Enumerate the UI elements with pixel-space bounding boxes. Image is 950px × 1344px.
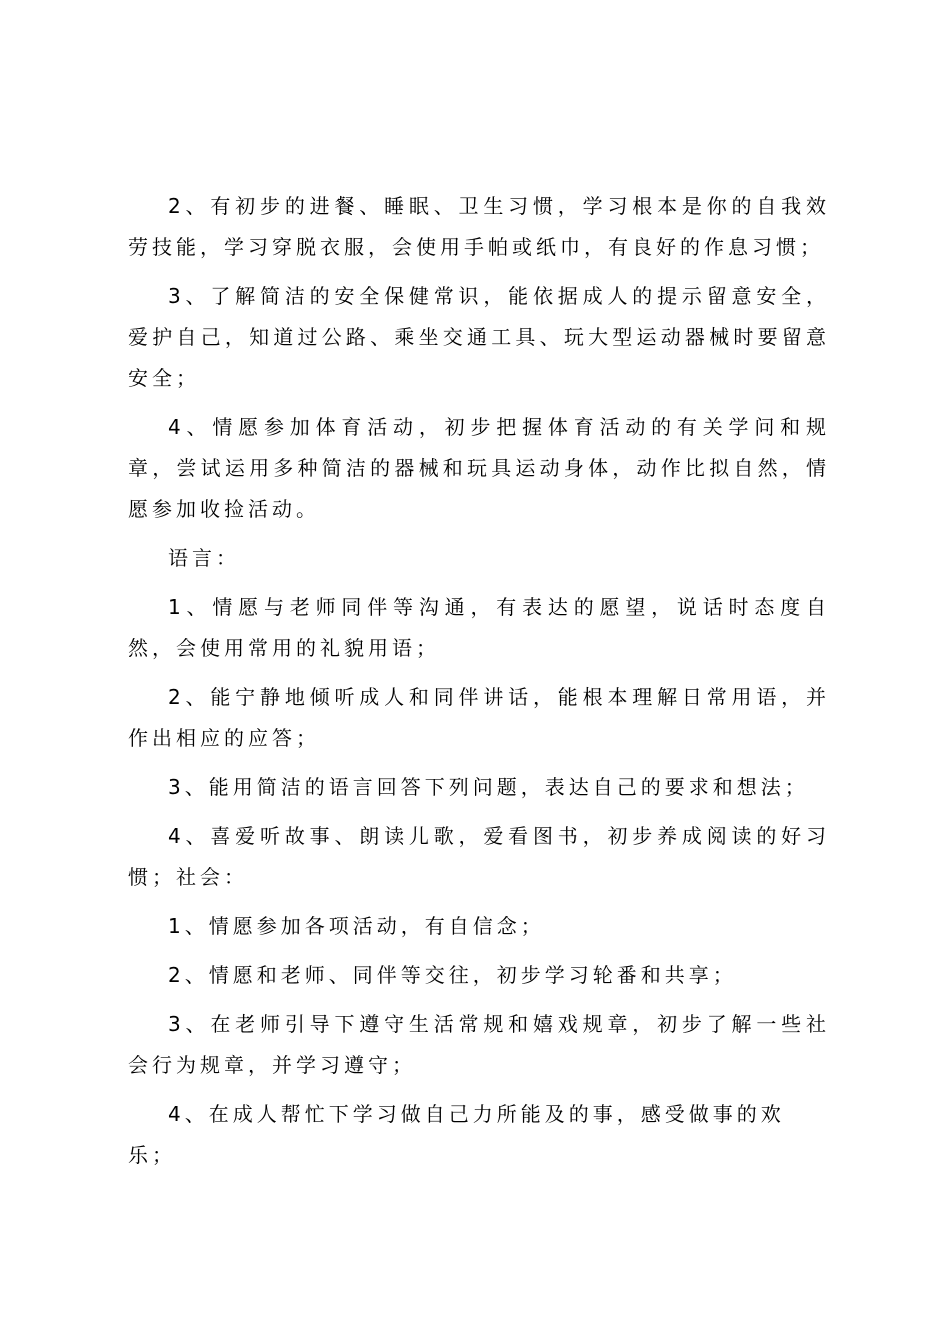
section-heading-language: 语言： (168, 546, 240, 570)
paragraph-social-confidence: 1、情愿参加各项活动，有自信念； (168, 914, 545, 938)
paragraph-language-listening: 2、能宁静地倾听成人和同伴讲话，能根本理解日常用语，并作出相应的应答； (128, 685, 830, 750)
paragraph-self-care-habits: 2、有初步的进餐、睡眠、卫生习惯，学习根本是你的自我效劳技能，学习穿脱衣服，会使用手帕或纸巾，有良好的作息习惯； (128, 194, 830, 259)
paragraph-safety-knowledge: 3、了解简洁的安全保健常识，能依据成人的提示留意安全，爱护自己，知道过公路、乘坐交通工具、玩大型运动器械时要留意安全； (128, 284, 830, 390)
paragraph-physical-activity: 4、情愿参加体育活动，初步把握体育活动的有关学问和规章，尝试运用多种简洁的器械和玩具运动身体，动作比拟自然，情愿参加收捡活动。 (128, 415, 830, 521)
paragraph-social-rules: 3、在老师引导下遵守生活常规和嬉戏规章，初步了解一些社会行为规章，并学习遵守； (128, 1012, 830, 1077)
paragraph-language-expression: 3、能用简洁的语言回答下列问题，表达自己的要求和想法； (168, 775, 809, 799)
paragraph-language-reading: 4、喜爱听故事、朗读儿歌，爱看图书，初步养成阅读的好习惯；社会： (128, 824, 830, 889)
paragraph-social-interaction: 2、情愿和老师、同伴等交往，初步学习轮番和共享； (168, 963, 737, 987)
paragraph-language-communication: 1、情愿与老师同伴等沟通，有表达的愿望，说话时态度自然，会使用常用的礼貌用语； (128, 595, 830, 660)
paragraph-social-independence: 4、在成人帮忙下学习做自己力所能及的事，感受做事的欢乐； (128, 1102, 785, 1167)
document-body (128, 186, 830, 1184)
